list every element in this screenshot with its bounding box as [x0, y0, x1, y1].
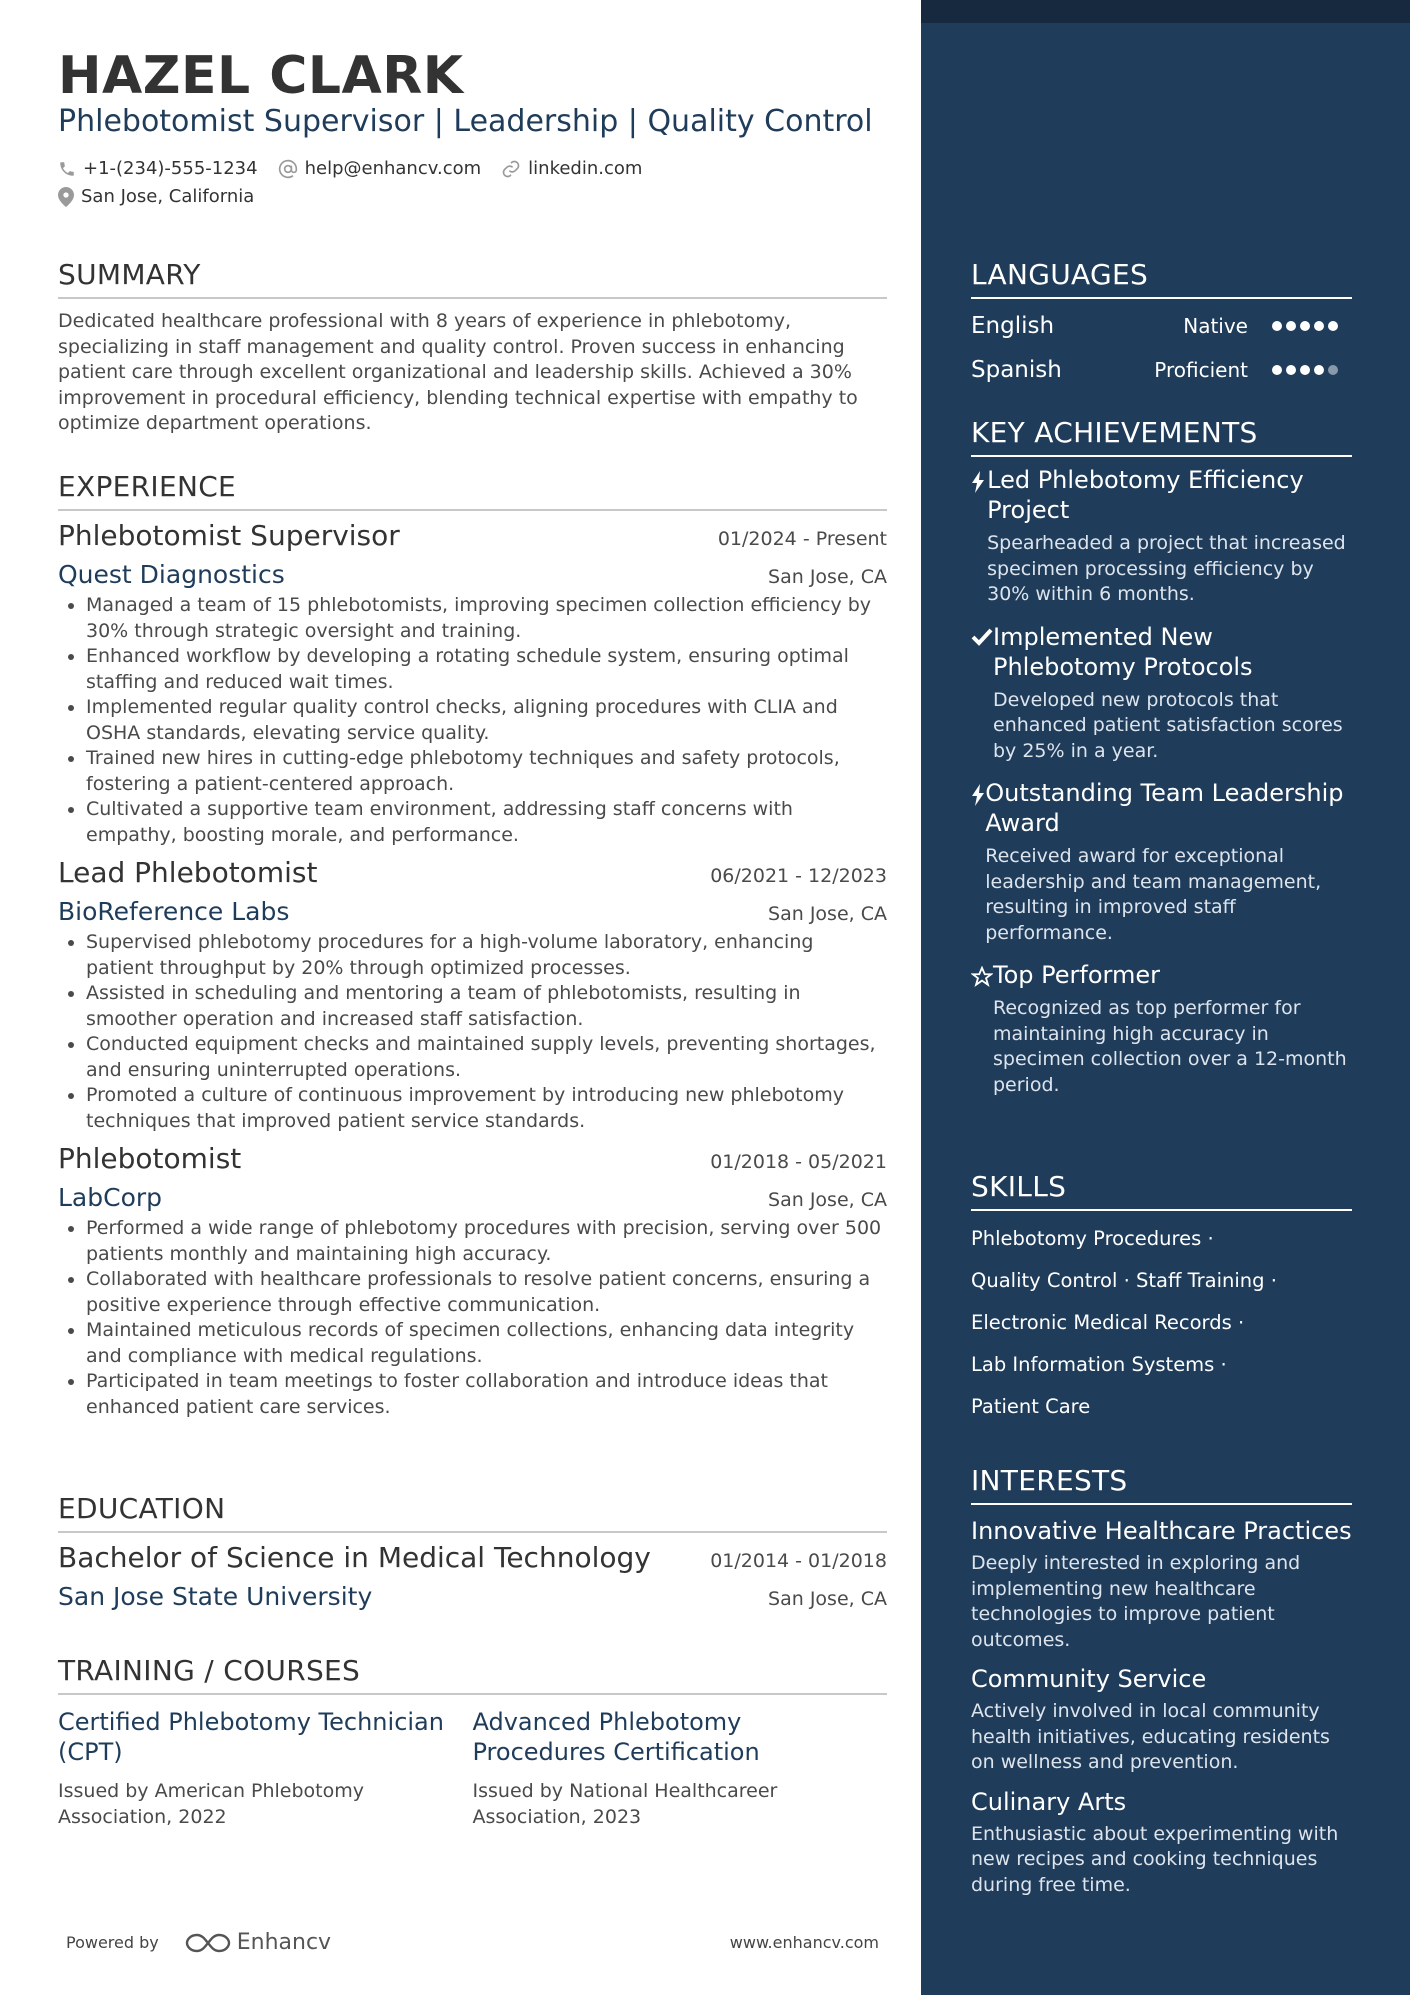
rating-dot: [1286, 365, 1296, 375]
at-icon: [278, 159, 298, 179]
enhancv-logo-icon: [185, 1932, 231, 1954]
footer-url[interactable]: www.enhancv.com: [729, 1933, 879, 1952]
rating-dot: [1328, 321, 1338, 331]
contact-location: [58, 186, 274, 207]
course-title: Advanced Phlebotomy Procedures Certification: [472, 1708, 760, 1766]
achievements-section: [971, 416, 1352, 1098]
sidebar-top-bar: [921, 0, 1410, 23]
skill-item: Electronic Medical Records: [971, 1311, 1232, 1334]
training-heading: TRAINING / COURSES: [58, 1654, 887, 1695]
bullet-item: • Collaborated with healthcare professionals to resolve patient concerns, ensuring a positive experience through effective communication.: [86, 1267, 887, 1318]
skill-item: Quality Control: [971, 1269, 1118, 1292]
achievement-item: [971, 622, 1352, 765]
bolt-icon: [971, 471, 985, 493]
skill-separator: ·: [1123, 1269, 1130, 1292]
language-item: [971, 309, 1352, 343]
skill-item: Phlebotomy Procedures: [971, 1227, 1202, 1250]
experience-section: [58, 470, 887, 1420]
skill-item: Staff Training: [1135, 1269, 1265, 1292]
bullet-item: • Conducted equipment checks and maintained supply levels, preventing shortages, and ensuring uninterrupted operations.: [86, 1032, 887, 1083]
language-rating: [1272, 321, 1338, 331]
bullet-item: • Supervised phlebotomy procedures for a high-volume laboratory, enhancing patient throughput by 20% through optimized processes.: [86, 930, 887, 981]
bullet-item: • Promoted a culture of continuous improvement by introducing new phlebotomy techniques that improved patient service standards.: [86, 1083, 887, 1134]
skill-line: [971, 1309, 1352, 1337]
interest-desc: Enthusiastic about experimenting with new recipes and cooking techniques during free time.: [971, 1822, 1339, 1896]
skill-line: [971, 1393, 1352, 1421]
footer: [58, 1930, 887, 1955]
job-bullets: [86, 930, 887, 1134]
rating-dot: [1328, 365, 1338, 375]
course-desc: Issued by National Healthcareer Association, 2023: [472, 1780, 778, 1828]
interests-section: [971, 1464, 1352, 1898]
skill-line: [971, 1225, 1352, 1253]
location-pin-icon: [58, 187, 74, 207]
interest-item: [971, 1786, 1352, 1899]
rating-dot: [1300, 321, 1310, 331]
rating-dot: [1300, 365, 1310, 375]
candidate-name: HAZEL CLARK: [58, 46, 464, 106]
interest-title: Innovative Healthcare Practices: [971, 1517, 1352, 1545]
interest-item: [971, 1663, 1352, 1776]
job-entry: [58, 1142, 887, 1420]
rating-dot: [1272, 321, 1282, 331]
contact-link[interactable]: [501, 158, 642, 179]
course-item: [58, 1707, 473, 1830]
education-section: [58, 1492, 887, 1611]
education-date: 01/2014 - 01/2018: [710, 1550, 887, 1572]
achievements-heading: KEY ACHIEVEMENTS: [971, 416, 1352, 457]
job-company: LabCorp: [58, 1183, 163, 1212]
interest-desc: Actively involved in local community health initiatives, educating residents on wellness and prevention.: [971, 1700, 1330, 1773]
location-item: [58, 186, 254, 207]
phone-icon: [58, 160, 76, 178]
job-title: Phlebotomist Supervisor: [58, 519, 400, 552]
rating-dot: [1272, 365, 1282, 375]
brand-text: Enhancv: [236, 1930, 332, 1955]
job-date: 06/2021 - 12/2023: [710, 865, 887, 887]
bullet-item: • Cultivated a supportive team environment, addressing staff concerns with empathy, boosting morale, and performance.: [86, 797, 887, 848]
enhancv-logo[interactable]: [185, 1930, 331, 1955]
rating-dot: [1286, 321, 1296, 331]
job-company: BioReference Labs: [58, 897, 290, 926]
achievement-item: [971, 465, 1352, 608]
skills-section: [971, 1170, 1352, 1421]
skill-separator: ·: [1237, 1311, 1245, 1334]
achievement-title: Outstanding Team Leadership Award: [985, 779, 1344, 837]
language-item: [971, 353, 1352, 387]
job-entry: [58, 856, 887, 1134]
bolt-icon: [971, 784, 985, 806]
job-location: San Jose, CA: [768, 1189, 887, 1211]
phone-text: +1-(234)-555-1234: [83, 158, 258, 179]
job-title: Phlebotomist: [58, 1142, 242, 1175]
education-heading: EDUCATION: [58, 1492, 887, 1533]
achievement-title: Led Phlebotomy Efficiency Project: [987, 466, 1304, 524]
headline: Phlebotomist Supervisor | Leadership | Quality Control: [58, 104, 873, 139]
achievement-title: Top Performer: [993, 961, 1160, 989]
language-name: Spanish: [971, 357, 1062, 383]
course-title: Certified Phlebotomy Technician (CPT): [58, 1708, 444, 1766]
interests-heading: INTERESTS: [971, 1464, 1352, 1505]
job-location: San Jose, CA: [768, 903, 887, 925]
bullet-item: • Performed a wide range of phlebotomy procedures with precision, serving over 500 patients monthly and maintaining high accuracy.: [86, 1216, 887, 1267]
skill-line: [971, 1267, 1352, 1295]
education-location: San Jose, CA: [768, 1588, 887, 1610]
training-section: [58, 1654, 887, 1830]
job-entry: [58, 519, 887, 848]
rating-dot: [1314, 365, 1324, 375]
email-text: help@enhancv.com: [304, 158, 482, 179]
job-bullets: [86, 1216, 887, 1420]
job-date: 01/2024 - Present: [717, 528, 887, 550]
achievement-item: [971, 778, 1352, 946]
skill-separator: ·: [1270, 1269, 1277, 1292]
school: San Jose State University: [58, 1582, 373, 1611]
job-date: 01/2018 - 05/2021: [710, 1151, 887, 1173]
star-icon: [971, 966, 993, 988]
skills-heading: SKILLS: [971, 1170, 1352, 1211]
achievement-desc: Developed new protocols that enhanced patient satisfaction scores by 25% in a year.: [993, 688, 1343, 762]
language-rating: [1272, 365, 1338, 375]
main-column: [58, 0, 887, 1995]
achievement-desc: Received award for exceptional leadership and team management, resulting in improved staff performance.: [985, 845, 1322, 944]
summary-section: [58, 258, 887, 437]
achievement-item: [971, 960, 1352, 1098]
language-level: Native: [1183, 314, 1248, 338]
location-text: San Jose, California: [81, 186, 255, 207]
link-text: linkedin.com: [528, 158, 643, 179]
summary-heading: SUMMARY: [58, 258, 887, 299]
course-item: [473, 1707, 888, 1830]
check-icon: [971, 628, 993, 646]
skill-separator: ·: [1220, 1353, 1227, 1376]
bullet-item: • Participated in team meetings to foster collaboration and introduce ideas that enhanced patient care services.: [86, 1369, 887, 1420]
bullet-item: • Assisted in scheduling and mentoring a team of phlebotomists, resulting in smoother operation and increased staff satisfaction.: [86, 981, 887, 1032]
interest-title: Community Service: [971, 1665, 1207, 1693]
bullet-item: • Trained new hires in cutting-edge phlebotomy techniques and safety protocols, fostering a patient-centered approach.: [86, 746, 887, 797]
summary-text: Dedicated healthcare professional with 8 years of experience in phlebotomy, specializing in staff management and quality control. Proven success in enhancing patient care through excellent organizational and leadership skills. Achieved a 30% improvement in procedural efficiency, blending technical expertise with empathy to optimize department operations.: [58, 310, 858, 434]
bullet-item: • Enhanced workflow by developing a rotating schedule system, ensuring optimal staffing and reduced wait times.: [86, 644, 887, 695]
skill-item: Lab Information Systems: [971, 1353, 1215, 1376]
achievement-desc: Spearheaded a project that increased specimen processing efficiency by 30% within 6 months.: [987, 532, 1346, 605]
rating-dot: [1314, 321, 1324, 331]
education-entry: [58, 1541, 887, 1611]
powered-by-label: Powered by: [66, 1933, 159, 1952]
link-icon: [501, 159, 521, 179]
degree: Bachelor of Science in Medical Technology: [58, 1541, 651, 1574]
bullet-item: • Managed a team of 15 phlebotomists, improving specimen collection efficiency by 30% through strategic oversight and training.: [86, 593, 887, 644]
course-desc: Issued by American Phlebotomy Association, 2022: [58, 1780, 365, 1828]
language-name: English: [971, 313, 1055, 339]
skill-item: Patient Care: [971, 1395, 1091, 1418]
contact-email[interactable]: [278, 158, 482, 179]
sidebar: [921, 0, 1410, 1995]
bullet-item: • Implemented regular quality control checks, aligning procedures with CLIA and OSHA standards, elevating service quality.: [86, 695, 887, 746]
job-bullets: [86, 593, 887, 848]
contact-phone: [58, 158, 258, 179]
job-company: Quest Diagnostics: [58, 560, 285, 589]
achievement-title: Implemented New Phlebotomy Protocols: [993, 622, 1253, 681]
skill-separator: ·: [1207, 1227, 1214, 1250]
job-location: San Jose, CA: [768, 566, 887, 588]
experience-heading: EXPERIENCE: [58, 470, 887, 511]
achievement-desc: Recognized as top performer for maintaining high accuracy in specimen collection over a 12-month period.: [993, 997, 1347, 1096]
language-level: Proficient: [1154, 358, 1248, 382]
skill-line: [971, 1351, 1352, 1379]
languages-heading: LANGUAGES: [971, 258, 1352, 299]
job-title: Lead Phlebotomist: [58, 856, 318, 889]
bullet-item: • Maintained meticulous records of specimen collections, enhancing data integrity and compliance with medical regulations.: [86, 1318, 887, 1369]
languages-section: [971, 258, 1352, 387]
interest-item: [971, 1515, 1352, 1653]
interest-title: Culinary Arts: [971, 1787, 1127, 1816]
interest-desc: Deeply interested in exploring and implementing new healthcare technologies to improve patient outcomes.: [971, 1552, 1301, 1651]
contact-row: [58, 158, 662, 179]
